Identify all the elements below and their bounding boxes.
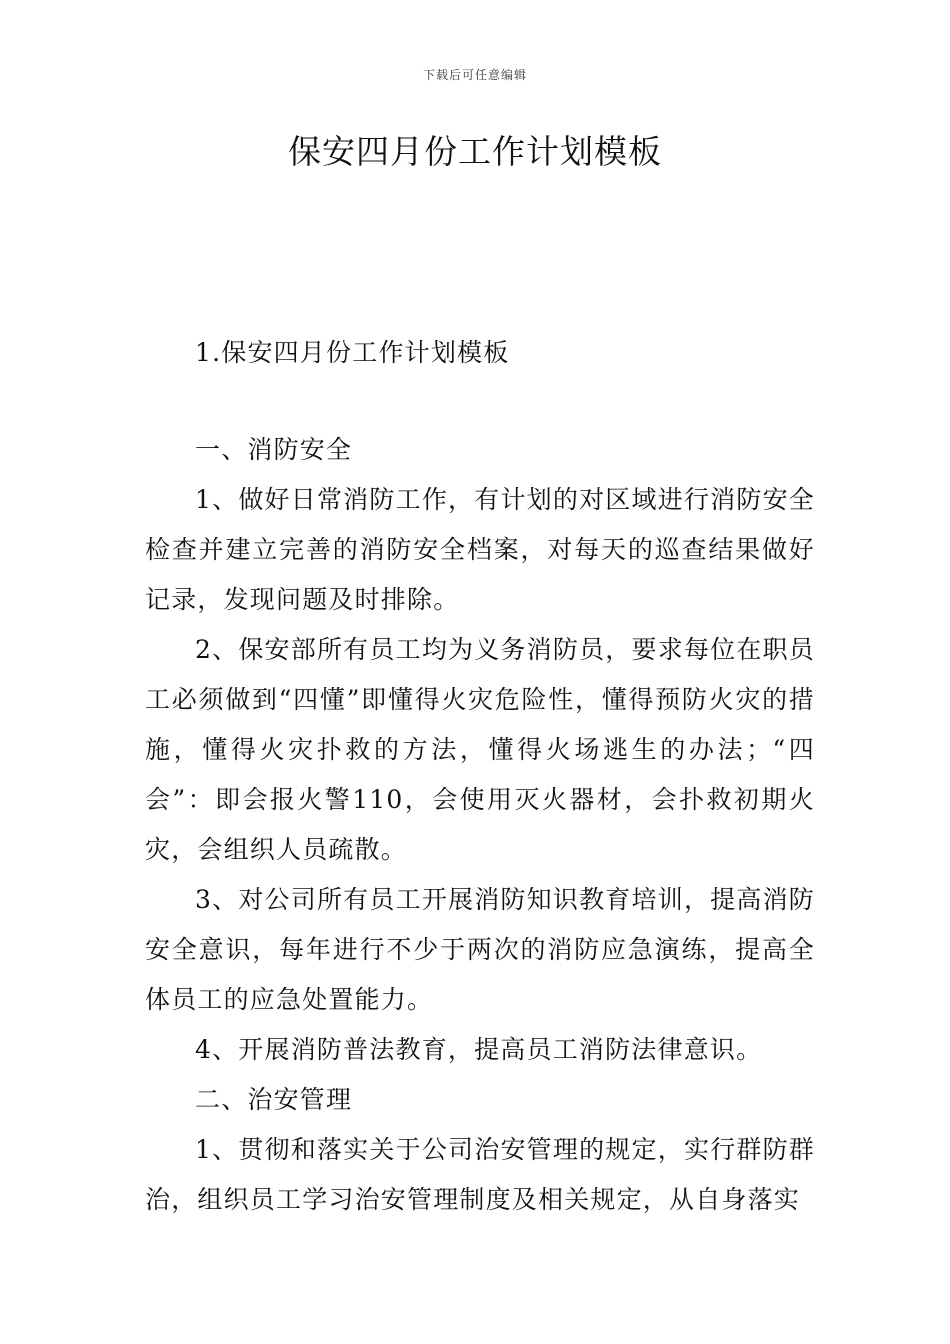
paragraph: 4、开展消防普法教育，提高员工消防法律意识。 <box>195 1035 763 1064</box>
section-subtitle <box>145 328 815 378</box>
section-heading-fire-safety: 一、消防安全 <box>195 435 353 464</box>
header-note: 下载后可任意编辑 <box>422 68 527 82</box>
subtitle-text: 1.保安四月份工作计划模板 <box>195 338 510 367</box>
paragraph: 1、做好日常消防工作，有计划的对区域进行消防安全检查并建立完善的消防安全档案，对每天的巡查结果做好记录，发现问题及时排除。 <box>145 485 815 614</box>
document-title: 保安四月份工作计划模板 <box>288 132 662 171</box>
section-heading-public-order: 二、治安管理 <box>195 1085 353 1114</box>
paragraph: 3、对公司所有员工开展消防知识教育培训，提高消防安全意识，每年进行不少于两次的消防应急演练，提高全体员工的应急处置能力。 <box>145 885 815 1014</box>
paragraph: 2、保安部所有员工均为义务消防员，要求每位在职员工必须做到“四懂”即懂得火灾危险性，懂得预防火灾的措施，懂得火灾扑救的方法，懂得火场逃生的办法；“四会”：即会报火警110，会使用灭火器材，会扑救初期火灾，会组织人员疏散。 <box>145 635 815 864</box>
paragraph: 1、贯彻和落实关于公司治安管理的规定，实行群防群治，组织员工学习治安管理制度及相关规定，从自身落实 <box>145 1135 815 1214</box>
document-body <box>145 425 815 1225</box>
